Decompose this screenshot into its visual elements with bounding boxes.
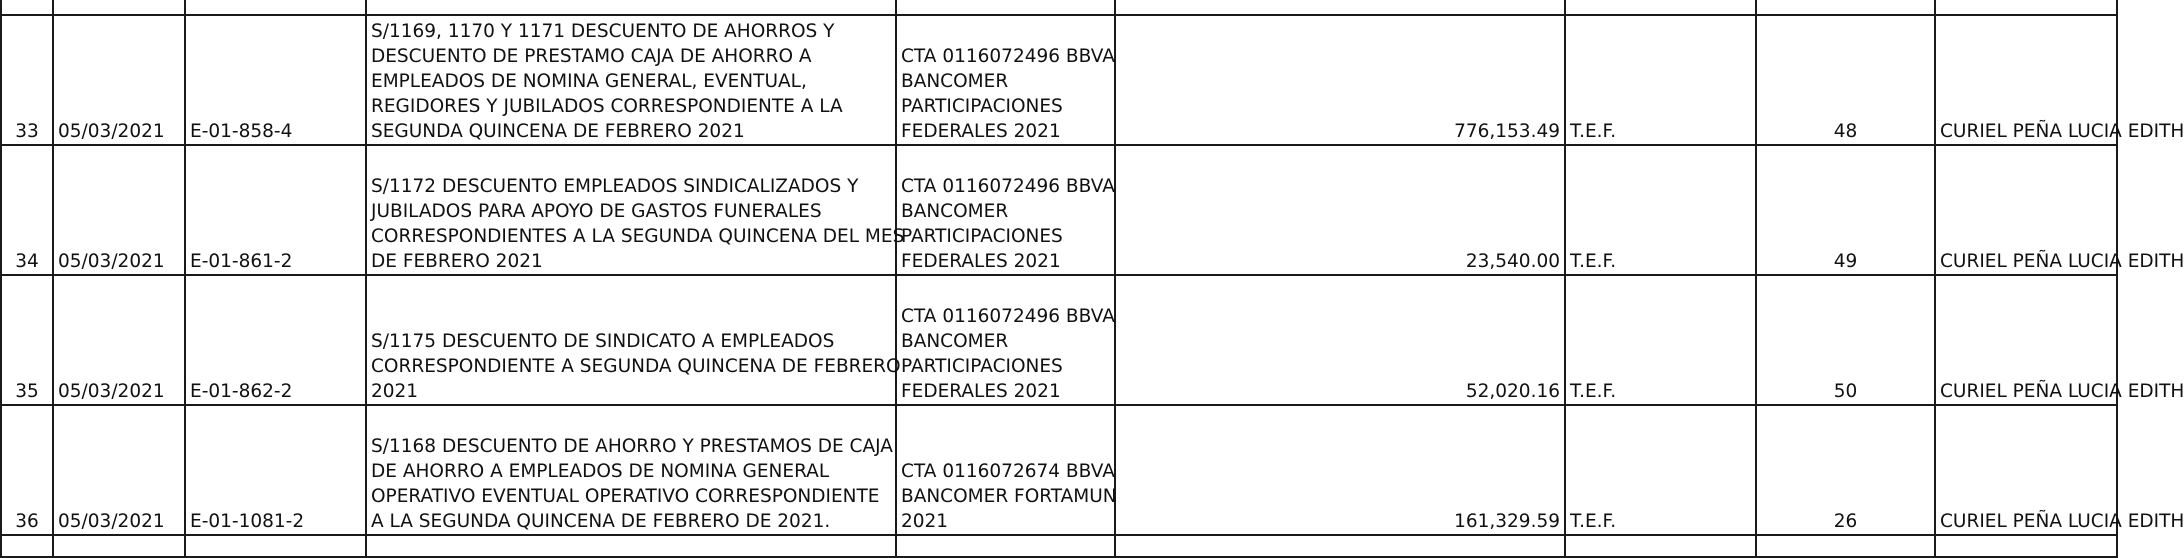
account-line: CTA 0116072496 BBVA [901, 176, 1115, 197]
account-line: PARTICIPACIONES [901, 356, 1063, 377]
amount-cell[interactable]: 161,329.59 [1115, 405, 1565, 535]
table-cell [1, 0, 53, 15]
amount-cell[interactable]: 23,540.00 [1115, 145, 1565, 275]
account-line: 2021 [901, 511, 949, 532]
table-row-partial [1, 535, 2117, 557]
table-cell [366, 535, 896, 557]
concept-line: CORRESPONDIENTES A LA SEGUNDA QUINCENA DEL MES [371, 226, 905, 247]
concept-line: S/1175 DESCUENTO DE SINDICATO A EMPLEADOS [371, 331, 835, 352]
row-number[interactable]: 36 [1, 405, 53, 535]
account-cell[interactable] [896, 405, 1115, 535]
concept-line: REGIDORES Y JUBILADOS CORRESPONDIENTE A LA [371, 96, 843, 117]
reference-cell[interactable]: E-01-861-2 [185, 145, 366, 275]
concept-cell[interactable] [366, 275, 901, 405]
table-cell [1756, 0, 1935, 15]
account-line: BANCOMER [901, 71, 1009, 92]
reference-cell[interactable]: E-01-1081-2 [185, 405, 366, 535]
date-cell[interactable]: 05/03/2021 [53, 405, 185, 535]
concept-line: DE AHORRO A EMPLEADOS DE NOMINA GENERAL [371, 461, 830, 482]
row-number[interactable]: 34 [1, 145, 53, 275]
table-cell [1115, 0, 1565, 15]
folio-cell[interactable]: 50 [1756, 275, 1935, 405]
table-cell [53, 0, 185, 15]
table-row[interactable] [1, 275, 2117, 405]
concept-line: JUBILADOS PARA APOYO DE GASTOS FUNERALES [371, 201, 822, 222]
account-line: BANCOMER [901, 331, 1009, 352]
table-cell [1565, 535, 1756, 557]
table-cell [1756, 535, 1935, 557]
account-line: FEDERALES 2021 [901, 251, 1061, 272]
date-cell[interactable]: 05/03/2021 [53, 275, 185, 405]
account-line: FEDERALES 2021 [901, 381, 1061, 402]
concept-cell[interactable] [366, 15, 896, 145]
account-line: BANCOMER FORTAMUN [901, 486, 1117, 507]
table-cell [896, 535, 1115, 557]
account-line: FEDERALES 2021 [901, 121, 1061, 142]
payment-method-cell[interactable]: T.E.F. [1565, 145, 1756, 275]
table-cell [1565, 0, 1756, 15]
reference-cell[interactable]: E-01-862-2 [185, 275, 366, 405]
account-line: PARTICIPACIONES [901, 226, 1063, 247]
concept-line: S/1169, 1170 Y 1171 DESCUENTO DE AHORROS Y [371, 21, 835, 42]
account-line: BANCOMER [901, 201, 1009, 222]
reference-cell[interactable]: E-01-858-4 [185, 15, 366, 145]
payment-method-cell[interactable]: T.E.F. [1565, 275, 1756, 405]
table-cell [185, 0, 366, 15]
table-row[interactable] [1, 145, 2117, 275]
concept-line: EMPLEADOS DE NOMINA GENERAL, EVENTUAL, [371, 71, 807, 92]
concept-line: DE FEBRERO 2021 [371, 251, 543, 272]
table-cell [1115, 535, 1565, 557]
date-cell[interactable]: 05/03/2021 [53, 145, 185, 275]
table-row[interactable] [1, 15, 2117, 145]
concept-line: S/1172 DESCUENTO EMPLEADOS SINDICALIZADOS Y [371, 176, 859, 197]
account-line: CTA 0116072674 BBVA [901, 461, 1115, 482]
date-cell[interactable]: 05/03/2021 [53, 15, 185, 145]
table-cell [366, 0, 896, 15]
concept-cell[interactable] [366, 405, 896, 535]
table-cell [896, 0, 1115, 15]
row-number[interactable]: 33 [1, 15, 53, 145]
folio-cell[interactable]: 48 [1756, 15, 1935, 145]
concept-line: A LA SEGUNDA QUINCENA DE FEBRERO DE 2021. [371, 511, 831, 532]
account-cell[interactable] [896, 145, 1115, 275]
payment-method-cell[interactable]: T.E.F. [1565, 405, 1756, 535]
table-cell [53, 535, 185, 557]
concept-line: DESCUENTO DE PRESTAMO CAJA DE AHORRO A [371, 46, 812, 67]
concept-line: OPERATIVO EVENTUAL OPERATIVO CORRESPONDIENTE [371, 486, 880, 507]
concept-line: CORRESPONDIENTE A SEGUNDA QUINCENA DE FEBRERO [371, 356, 901, 377]
table-cell [185, 535, 366, 557]
name-cell[interactable]: CURIEL PEÑA LUCIA EDITH [1935, 145, 2117, 275]
table-cell [1, 535, 53, 557]
table-cell [1935, 0, 2117, 15]
name-cell[interactable]: CURIEL PEÑA LUCIA EDITH [1935, 15, 2117, 145]
payment-method-cell[interactable]: T.E.F. [1565, 15, 1756, 145]
account-cell[interactable] [896, 15, 1115, 145]
amount-cell[interactable]: 776,153.49 [1115, 15, 1565, 145]
account-line: PARTICIPACIONES [901, 96, 1063, 117]
concept-line: S/1168 DESCUENTO DE AHORRO Y PRESTAMOS DE CAJA [371, 436, 893, 457]
account-line: CTA 0116072496 BBVA [901, 46, 1115, 67]
name-cell[interactable]: CURIEL PEÑA LUCIA EDITH [1935, 405, 2117, 535]
table-row[interactable] [1, 405, 2117, 535]
account-cell[interactable] [896, 275, 1115, 405]
folio-cell[interactable]: 49 [1756, 145, 1935, 275]
table-cell [1935, 535, 2117, 557]
concept-cell[interactable] [366, 145, 905, 275]
row-number[interactable]: 35 [1, 275, 53, 405]
amount-cell[interactable]: 52,020.16 [1115, 275, 1565, 405]
folio-cell[interactable]: 26 [1756, 405, 1935, 535]
concept-line: 2021 [371, 381, 419, 402]
concept-line: SEGUNDA QUINCENA DE FEBRERO 2021 [371, 121, 745, 142]
table-row-partial [1, 0, 2117, 15]
account-line: CTA 0116072496 BBVA [901, 306, 1115, 327]
name-cell[interactable]: CURIEL PEÑA LUCIA EDITH [1935, 275, 2117, 405]
